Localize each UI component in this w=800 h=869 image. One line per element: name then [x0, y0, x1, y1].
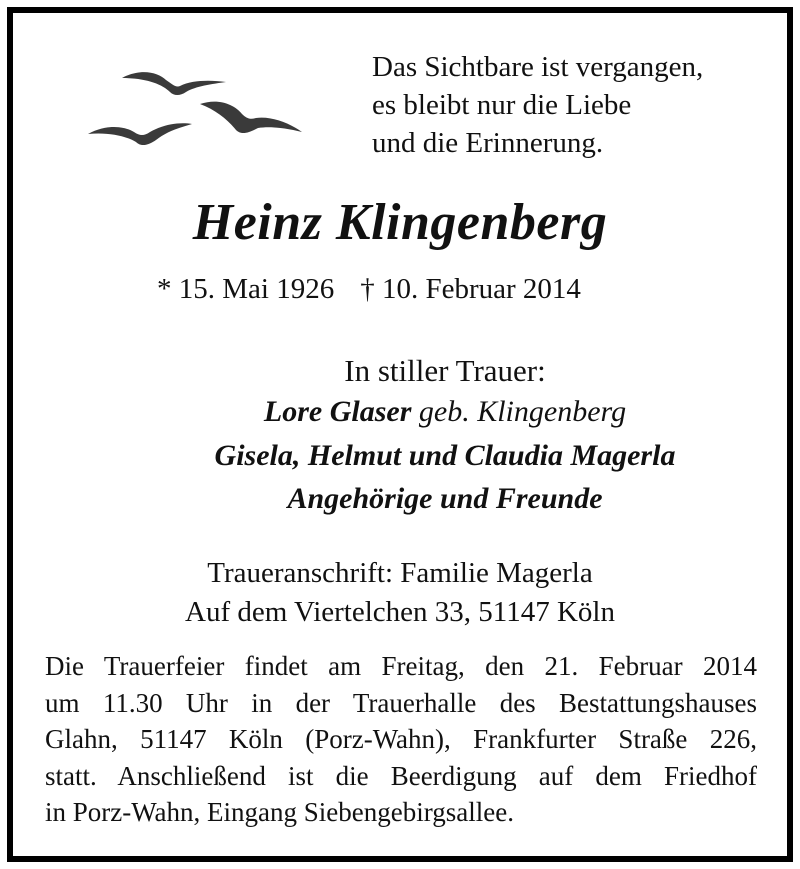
- service-line: statt. Anschließend ist die Beerdigung auf dem Friedhof: [45, 760, 757, 791]
- bird-shape: [88, 123, 192, 145]
- mourner-line-3: Angehörige und Freunde: [287, 482, 603, 515]
- quote-line: und die Erinnerung.: [372, 127, 604, 159]
- mourner-maiden-name: geb. Klingenberg: [418, 395, 627, 428]
- service-info: [45, 648, 757, 831]
- mourner-name: Lore Glaser: [263, 395, 412, 428]
- birth-date: * 15. Mai 1926: [157, 273, 335, 305]
- quote-line: Das Sichtbare ist vergangen,: [372, 51, 704, 83]
- service-line: Glahn, 51147 Köln (Porz-Wahn), Frankfurter Straße 226,: [45, 724, 757, 754]
- birds-icon: [80, 58, 310, 158]
- address-line-2: Auf dem Viertelchen 33, 51147 Köln: [185, 596, 615, 628]
- life-dates: [157, 272, 581, 306]
- service-line: um 11.30 Uhr in der Trauerhalle des Bestattungshauses: [45, 687, 757, 718]
- quote-line: es bleibt nur die Liebe: [372, 89, 632, 121]
- mourner-line-2: Gisela, Helmut und Claudia Magerla: [214, 439, 676, 472]
- service-line: in Porz-Wahn, Eingang Siebengebirgsallee.: [45, 797, 514, 827]
- mourning-heading: In stiller Trauer:: [344, 353, 546, 388]
- quote-block: [372, 48, 703, 162]
- death-date: † 10. Februar 2014: [360, 273, 581, 305]
- address-line-1: Traueranschrift: Familie Magerla: [207, 557, 593, 589]
- deceased-name: Heinz Klingenberg: [192, 194, 608, 251]
- service-line: Die Trauerfeier findet am Freitag, den 21. Februar 2014: [45, 651, 757, 681]
- mourner-line-1: [90, 393, 800, 431]
- bird-shape: [122, 72, 226, 95]
- bird-shape: [200, 102, 302, 133]
